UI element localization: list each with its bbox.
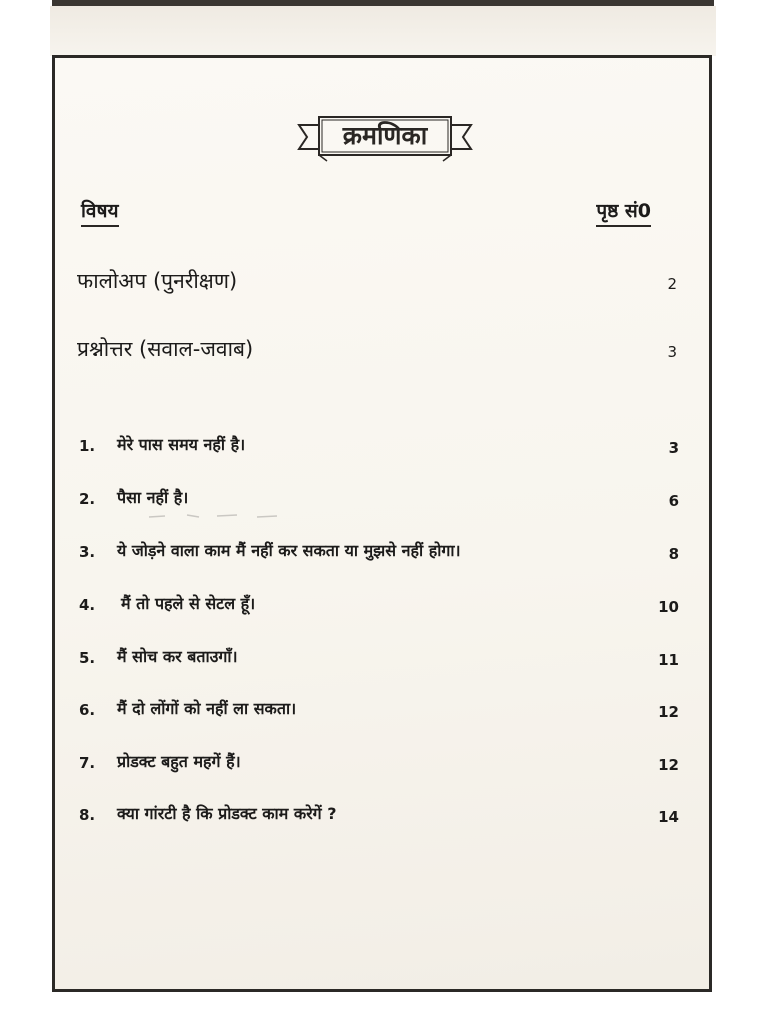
toc-row — [79, 800, 679, 834]
entry-text: पैसा नहीं है। — [117, 488, 189, 507]
entry-number: 4. — [79, 596, 96, 614]
toc-row — [79, 590, 679, 624]
entry-page: 3 — [667, 343, 677, 361]
entry-text: मैं तो पहले से सेटल हूँ। — [121, 594, 256, 613]
major-entry — [77, 264, 677, 304]
subject-column-header: विषय — [81, 198, 119, 227]
ink-smudge-icon — [147, 511, 307, 521]
contents-page — [52, 55, 712, 992]
entry-page: 11 — [658, 651, 679, 669]
entry-number: 1. — [79, 437, 96, 455]
entry-page: 14 — [658, 808, 679, 826]
toc-row — [79, 431, 679, 465]
page-gutter — [50, 6, 716, 56]
entry-page: 10 — [658, 598, 679, 616]
entry-number: 3. — [79, 543, 96, 561]
toc-row — [79, 643, 679, 677]
entry-number: 8. — [79, 806, 96, 824]
entry-page: 2 — [667, 275, 677, 293]
entry-number: 6. — [79, 701, 96, 719]
entry-text: प्रोडक्ट बहुत महगें हैं। — [117, 752, 241, 771]
entry-number: 7. — [79, 754, 96, 772]
entry-title: प्रश्नोत्तर (सवाल-जवाब) — [77, 337, 254, 361]
entry-number: 2. — [79, 490, 96, 508]
page-column-header: पृष्ठ सं0 — [596, 198, 651, 227]
entry-text: मैं दो लोंगों को नहीं ला सकता। — [117, 699, 297, 718]
entry-page: 12 — [658, 756, 679, 774]
entry-text: क्या गांरटी है कि प्रोडक्ट काम करेगें ? — [117, 804, 337, 823]
toc-row — [79, 695, 679, 729]
page-title: क्रमणिका — [342, 121, 428, 150]
entry-page: 3 — [668, 439, 679, 457]
entry-number: 5. — [79, 649, 96, 667]
entry-text: मेरे पास समय नहीं है। — [117, 435, 246, 454]
title-banner — [295, 115, 475, 165]
entry-text: मैं सोच कर बताउगाँ। — [117, 647, 238, 666]
entry-title: फालोअप (पुनरीक्षण) — [77, 269, 238, 293]
toc-row — [79, 537, 679, 571]
toc-row — [79, 748, 679, 782]
entry-text: ये जोड़ने वाला काम मैं नहीं कर सकता या मुझसे नहीं होगा। — [117, 541, 461, 560]
entry-page: 8 — [668, 545, 679, 563]
entry-page: 6 — [668, 492, 679, 510]
major-entry — [77, 332, 677, 372]
entry-page: 12 — [658, 703, 679, 721]
